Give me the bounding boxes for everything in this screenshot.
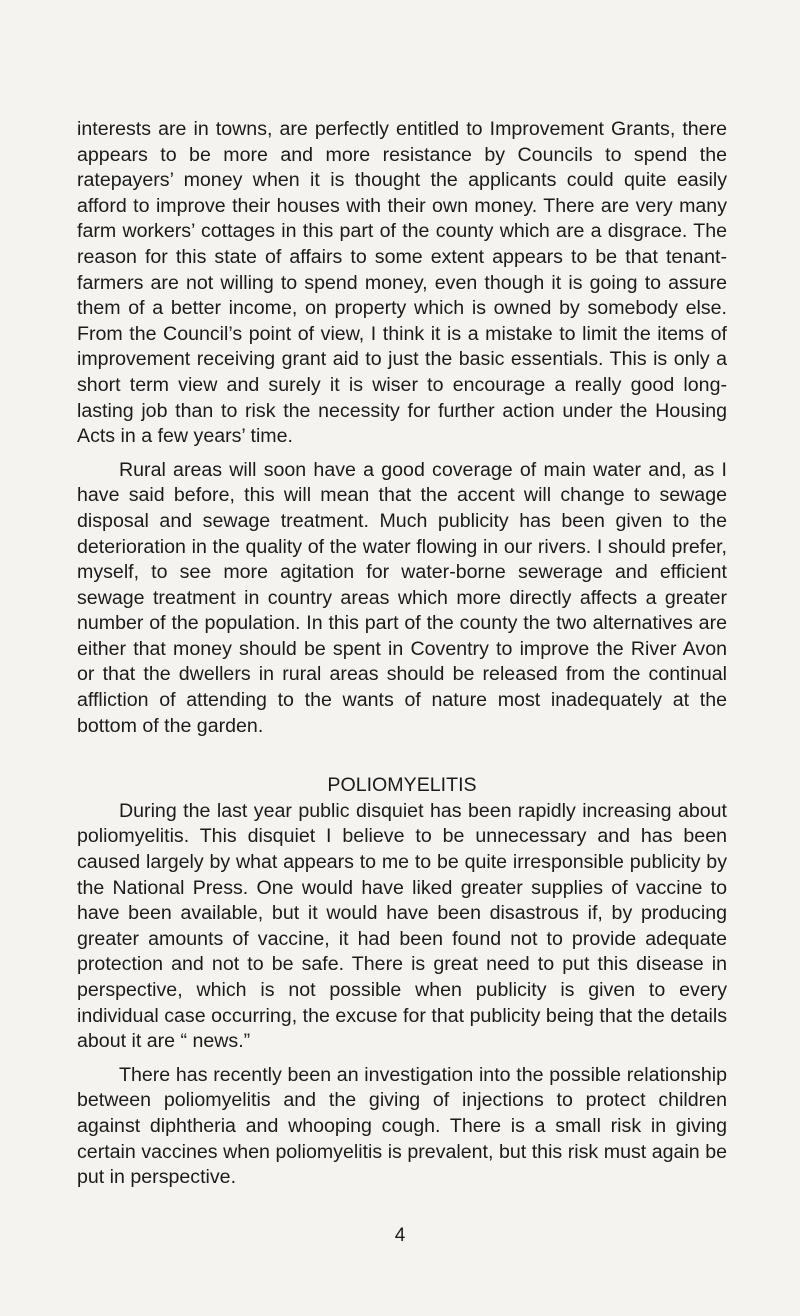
paragraph-polio-disquiet: During the last year public disquiet has been rapidly increasing about poliomyelitis. This disquiet I believe to be unnecessary and has been caused largely by what appears to me to be quite irresponsible publicity by the National Press. One would have liked greater supplies of vaccine to have been available, but it would have been disastrous if, by producing greater amounts of vaccine, it had been found not to provide adequate protection and not to be safe. There is great need to put this disease in perspective, which is not possible when publicity is given to every individual case occurring, the excuse for that publicity being that the details about it are “ news.”	[77, 799, 727, 1053]
page-number: 4	[394, 1225, 406, 1246]
document-page	[77, 117, 727, 1191]
section-heading-poliomyelitis: POLIOMYELITIS	[327, 774, 477, 797]
paragraph-rural-sewage: Rural areas will soon have a good coverage of main water and, as I have said before, this will mean that the accent will change to sewage disposal and sewage treatment. Much publicity has been given to the deterioration in the quality of the water flowing in our rivers. I should prefer, myself, to see more agitation for water-borne sewerage and efficient sewage treatment in country areas which more directly affects a greater number of the population. In this part of the county the two alternatives are either that money should be spent in Coventry to improve the River Avon or that the dwellers in rural areas should be released from the continual affliction of attending to the wants of nature most inadequately at the bottom of the garden.	[77, 458, 727, 737]
paragraph-improvement-grants: interests are in towns, are perfectly entitled to Improvement Grants, there appears to be more and more resistance by Councils to spend the ratepayers’ money when it is thought the applicants could quite easily afford to improve their houses with their own money. There are very many farm workers’ cottages in this part of the county which are a disgrace. The reason for this state of affairs to some extent appears to be that tenant-farmers are not willing to spend money, even though it is going to assure them of a better income, on property which is owned by somebody else. From the Council’s point of view, I think it is a mistake to limit the items of improvement receiving grant aid to just the basic essentials. This is only a short term view and surely it is wiser to encourage a really good long-lasting job than to risk the necessity for further action under the Housing Acts in a few years’ time.	[77, 118, 727, 448]
paragraph-polio-injections: There has recently been an investigation into the possible relationship between poliomyelitis and the giving of injections to protect children against diphtheria and whooping cough. There is a small risk in giving certain vaccines when poliomyelitis is prevalent, but this risk must again be put in perspective.	[77, 1063, 727, 1189]
